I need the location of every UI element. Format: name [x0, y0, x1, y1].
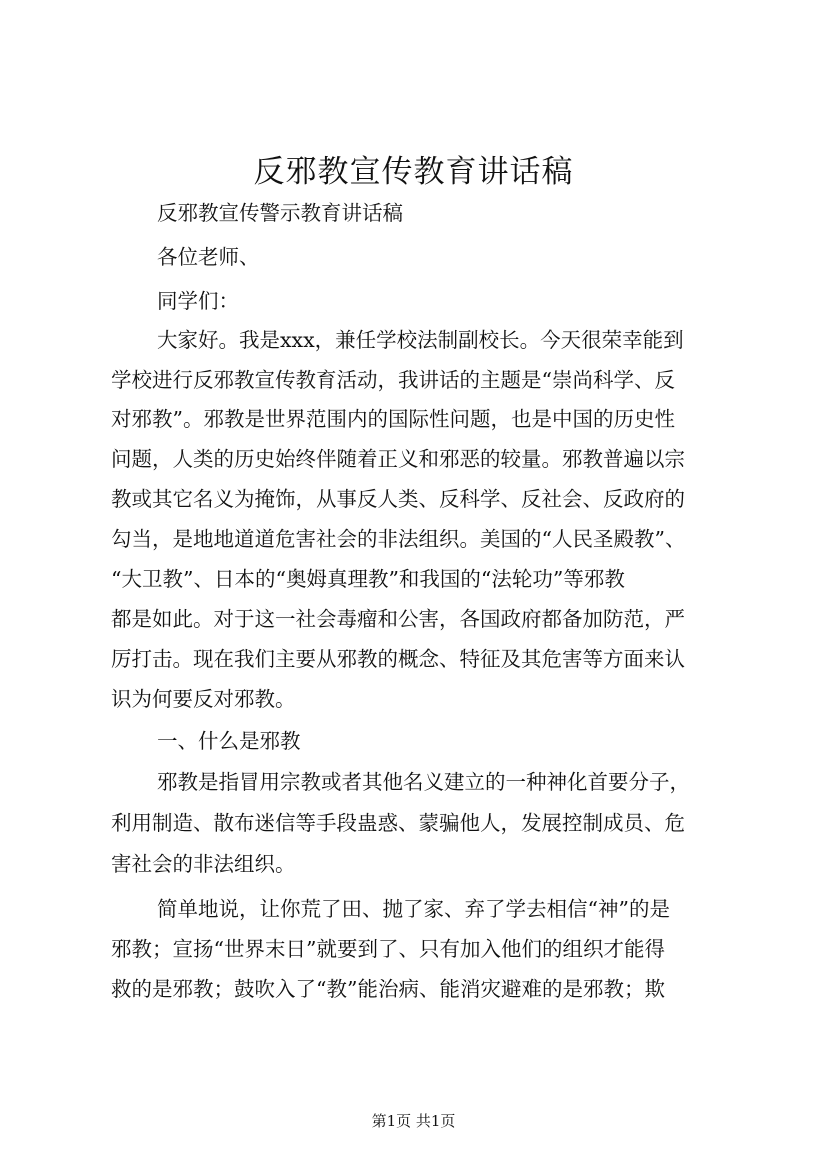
subtitle-line: 反邪教宣传警示教育讲话稿	[157, 201, 403, 225]
paragraph-line: 邪教是指冒用宗教或者其他名义建立的一种神化首要分子，	[157, 770, 690, 794]
paragraph-line: 教或其它名义为掩饰，从事反人类、反科学、反社会、反政府的	[111, 487, 685, 511]
paragraph-line: “大卫教”、日本的“奥姆真理教”和我国的“法轮功”等邪教	[111, 567, 625, 591]
paragraph-line: 利用制造、散布迷信等手段蛊惑、蒙骗他人，发展控制成员、危	[111, 811, 685, 835]
paragraph-line: 害社会的非法组织。	[111, 852, 296, 876]
salutation-line: 同学们：	[157, 289, 239, 313]
paragraph-line: 学校进行反邪教宣传教育活动，我讲话的主题是“崇尚科学、反	[111, 368, 675, 392]
paragraph-line: 救的是邪教；鼓吹入了“教”能治病、能消灾避难的是邪教；欺	[111, 977, 665, 1001]
section-heading: 一、什么是邪教	[157, 729, 301, 753]
paragraph-line: 都是如此。对于这一社会毒瘤和公害，各国政府都备加防范，严	[111, 607, 685, 631]
paragraph-line: 大家好。我是xxx，兼任学校法制副校长。今天很荣幸能到	[157, 328, 684, 352]
paragraph-line: 邪教；宣扬“世界末日”就要到了、只有加入他们的组织才能得	[111, 937, 665, 961]
paragraph-line: 识为何要反对邪教。	[111, 687, 296, 711]
salutation-line: 各位老师、	[157, 245, 260, 269]
document-title: 反邪教宣传教育讲话稿	[253, 154, 574, 190]
paragraph-line: 简单地说，让你荒了田、抛了家、弃了学去相信“神”的是	[157, 897, 670, 921]
page-footer: 第1页 共1页	[371, 1112, 456, 1130]
paragraph-line: 厉打击。现在我们主要从邪教的概念、特征及其危害等方面来认	[111, 647, 685, 671]
paragraph-line: 对邪教”。邪教是世界范围内的国际性问题，也是中国的历史性	[111, 407, 675, 431]
paragraph-line: 勾当，是地地道道危害社会的非法组织。美国的“人民圣殿教”、	[111, 527, 686, 551]
paragraph-line: 问题，人类的历史始终伴随着正义和邪恶的较量。邪教普遍以宗	[111, 447, 685, 471]
